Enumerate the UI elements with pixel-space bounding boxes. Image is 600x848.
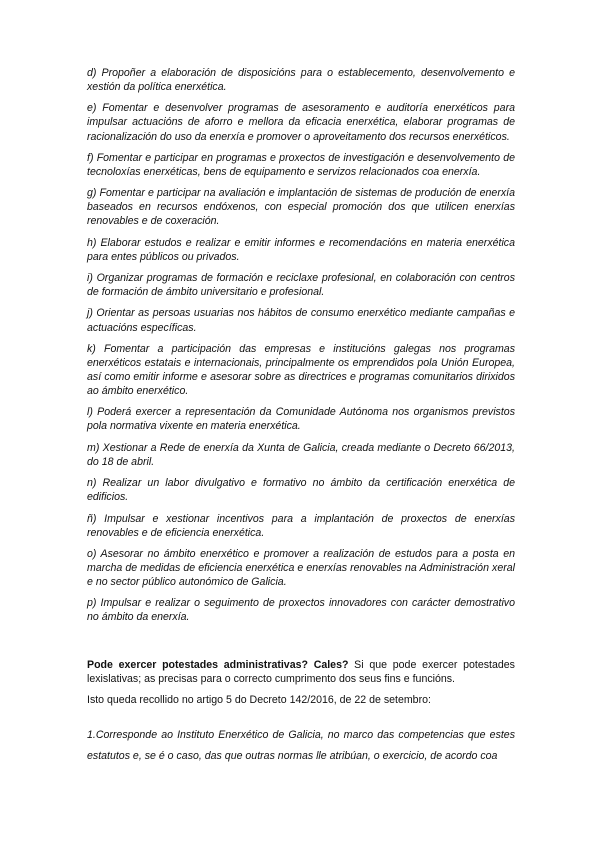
question-answer: Si que pode exercer potestades lexislativas; as precisas para o correcto cumprimento dos seus fins e funcións.	[87, 658, 515, 685]
question-heading: Pode exercer potestades administrativas? Cales?	[87, 658, 349, 671]
article-excerpt: 1.Corresponde ao Instituto Enerxético de Galicia, no marco das competencias que estes estatutos e, se é o caso, das que outras normas lle atribúan, o exercicio, de acordo coa	[87, 729, 515, 762]
function-item-e: e) Fomentar e desenvolver programas de asesoramento e auditoría enerxéticos para impulsar actuacións de aforro e mellora da eficacia enerxética, elaborar programas de racionalización do uso da enerxía e promover o aproveitamento dos recursos enerxéticos.	[87, 102, 515, 143]
function-item-i: i) Organizar programas de formación e reciclaxe profesional, en colaboración con centros de formación de ámbito universitario e profesional.	[87, 272, 515, 299]
function-item-j: j) Orientar as persoas usuarias nos hábitos de consumo enerxético mediante campañas e actuacións específicas.	[87, 307, 515, 334]
decree-reference: Isto queda recollido no artigo 5 do Decreto 142/2016, de 22 de setembro:	[87, 694, 431, 707]
question-paragraph	[87, 658, 515, 686]
function-item-o: o) Asesorar no ámbito enerxético e promover a realización de estudos para a posta en marcha de medidas de eficiencia enerxética e enerxías renovables na Administración xeral e no sector público autonómico de Galicia.	[87, 547, 515, 589]
function-item-enye: ñ) Impulsar e xestionar incentivos para a implantación de proxectos de enerxías renovables e de eficiencia enerxética.	[87, 512, 515, 539]
function-item-l: l) Poderá exercer a representación da Comunidade Autónoma nos organismos previstos pola normativa vixente en materia enerxética.	[87, 406, 515, 433]
function-item-g: g) Fomentar e participar na avaliación e implantación de sistemas de produción de enerxía baseados en recursos endóxenos, con especial promoción dos que utilicen enerxías renovables e de coxeración.	[87, 187, 515, 228]
function-item-f: f) Fomentar e participar en programas e proxectos de investigación e desenvolvemento de tecnoloxías enerxéticas, bens de equipamento e servizos relacionados coa enerxía.	[87, 151, 515, 178]
function-item-k: k) Fomentar a participación das empresas e institucións galegas nos programas enerxéticos estatais e internacionais, principalmente os emprendidos pola Unión Europea, así como emitir informe e asesorar sobre as directrices e programas comunitarios dirixidos ao ámbito enerxético.	[87, 342, 515, 398]
function-item-h: h) Elaborar estudos e realizar e emitir informes e recomendacións en materia enerxética para entes públicos ou privados.	[87, 236, 515, 263]
function-item-m: m) Xestionar a Rede de enerxía da Xunta de Galicia, creada mediante o Decreto 66/2013, do 18 de abril.	[87, 441, 515, 468]
section-spacer	[87, 632, 515, 658]
document-page	[87, 66, 515, 766]
function-item-p: p) Impulsar e realizar o seguimento de proxectos innovadores con carácter demostrativo no ámbito da enerxía.	[87, 597, 515, 624]
function-item-n: n) Realizar un labor divulgativo e formativo no ámbito da certificación enerxética de edificios.	[87, 477, 515, 504]
function-item-d: d) Propoñer a elaboración de disposicións para o establecemento, desenvolvemento e xestión da política enerxética.	[87, 67, 515, 94]
